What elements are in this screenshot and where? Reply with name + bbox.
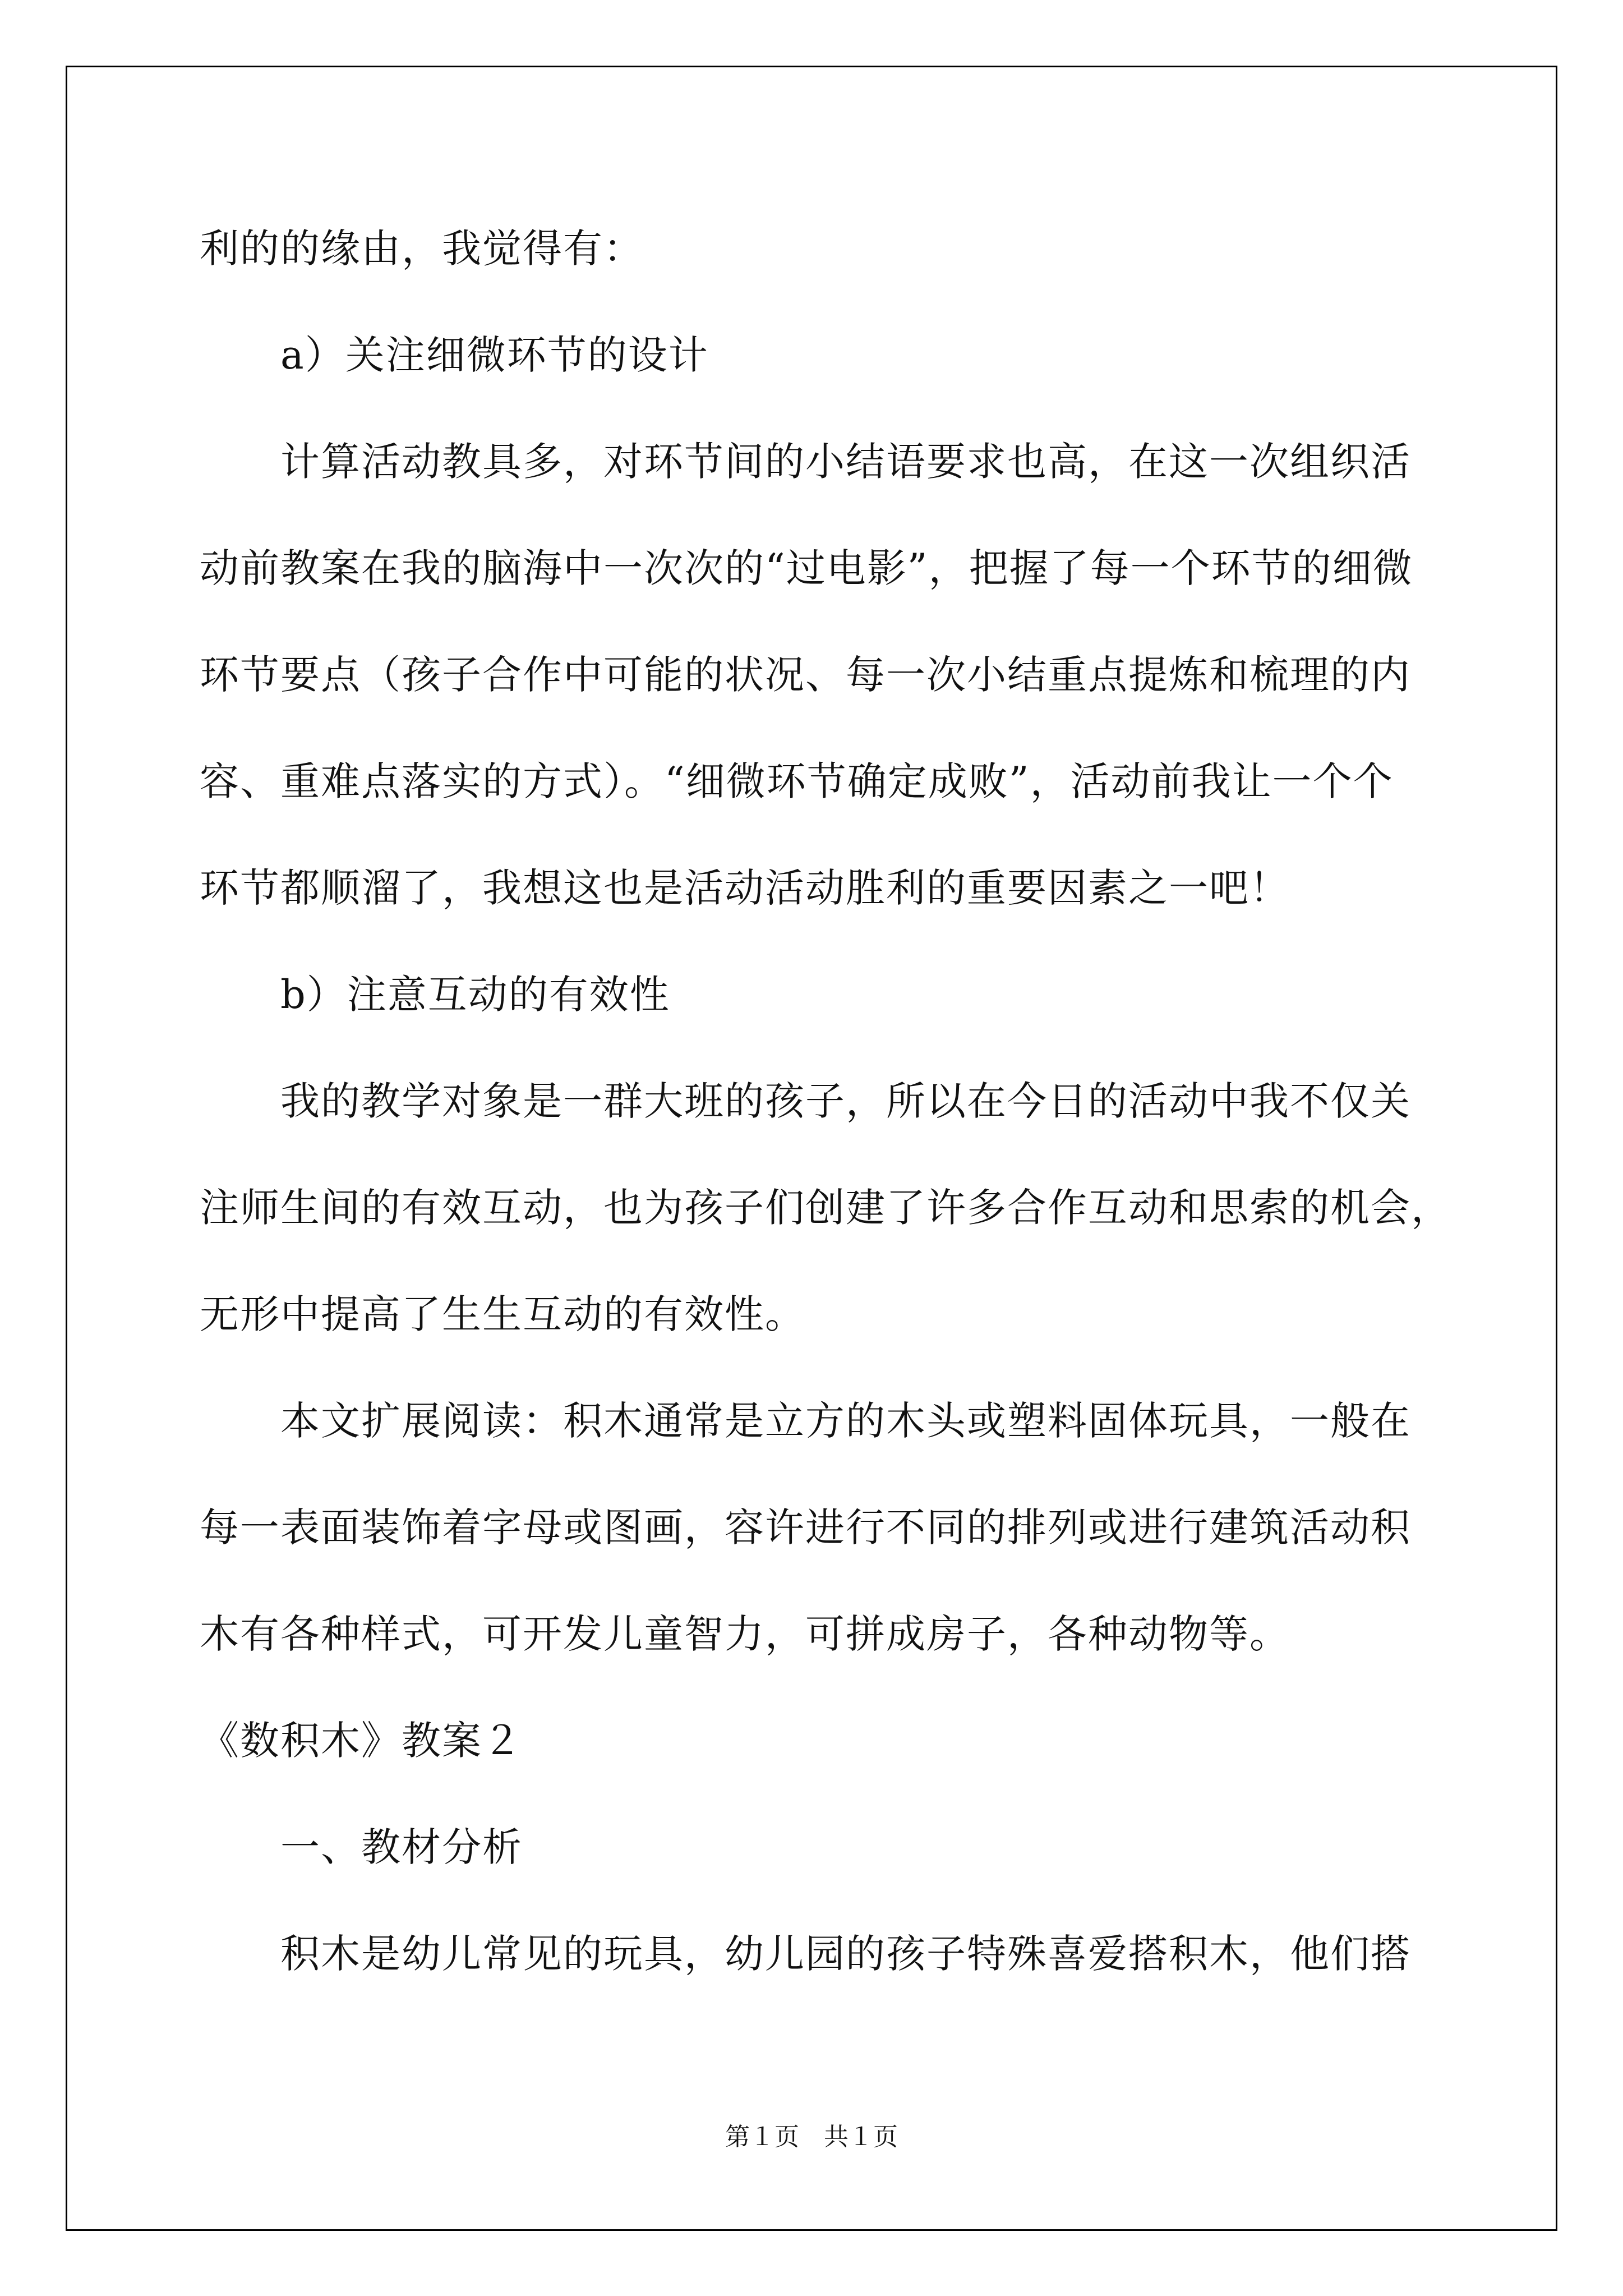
page-footer: 第１页 共１页 <box>725 2123 898 2151</box>
text-line: 木有各种样式，可开发儿童智力，可拼成房子，各种动物等。 <box>200 1611 1290 1657</box>
page-border <box>66 66 1557 2231</box>
subsection-heading: 一、教材分析 <box>280 1824 523 1870</box>
text-line: 容、重难点落实的方式）。“细微环节确定成败”，活动前我让一个个 <box>200 758 1394 804</box>
text-line: 环节要点（孩子合作中可能的状况、每一次小结重点提炼和梳理的内 <box>200 652 1411 698</box>
text-line: a）关注细微环节的设计 <box>280 332 709 378</box>
text-line: 我的教学对象是一群大班的孩子，所以在今日的活动中我不仅关 <box>280 1078 1411 1124</box>
text-line: 积木是幼儿常见的玩具，幼儿园的孩子特殊喜爱搭积木，他们搭 <box>280 1931 1411 1977</box>
text-line: 环节都顺溜了，我想这也是活动活动胜利的重要因素之一吧！ <box>200 865 1290 911</box>
section-heading: 《数积木》教案２ <box>200 1718 523 1764</box>
text-line: 无形中提高了生生互动的有效性。 <box>200 1291 805 1337</box>
text-line: 利的的缘由，我觉得有： <box>200 226 644 272</box>
text-line: b）注意互动的有效性 <box>280 972 670 1018</box>
text-line: 每一表面装饰着字母或图画，容许进行不同的排列或进行建筑活动积 <box>200 1504 1411 1550</box>
text-line: 本文扩展阅读：积木通常是立方的木头或塑料固体玩具，一般在 <box>280 1398 1411 1444</box>
text-line: 计算活动教具多，对环节间的小结语要求也高，在这一次组织活 <box>280 439 1411 485</box>
text-line: 注师生间的有效互动，也为孩子们创建了许多合作互动和思索的机会， <box>200 1185 1451 1231</box>
text-line: 动前教案在我的脑海中一次次的“过电影”，把握了每一个环节的细微 <box>200 545 1413 591</box>
